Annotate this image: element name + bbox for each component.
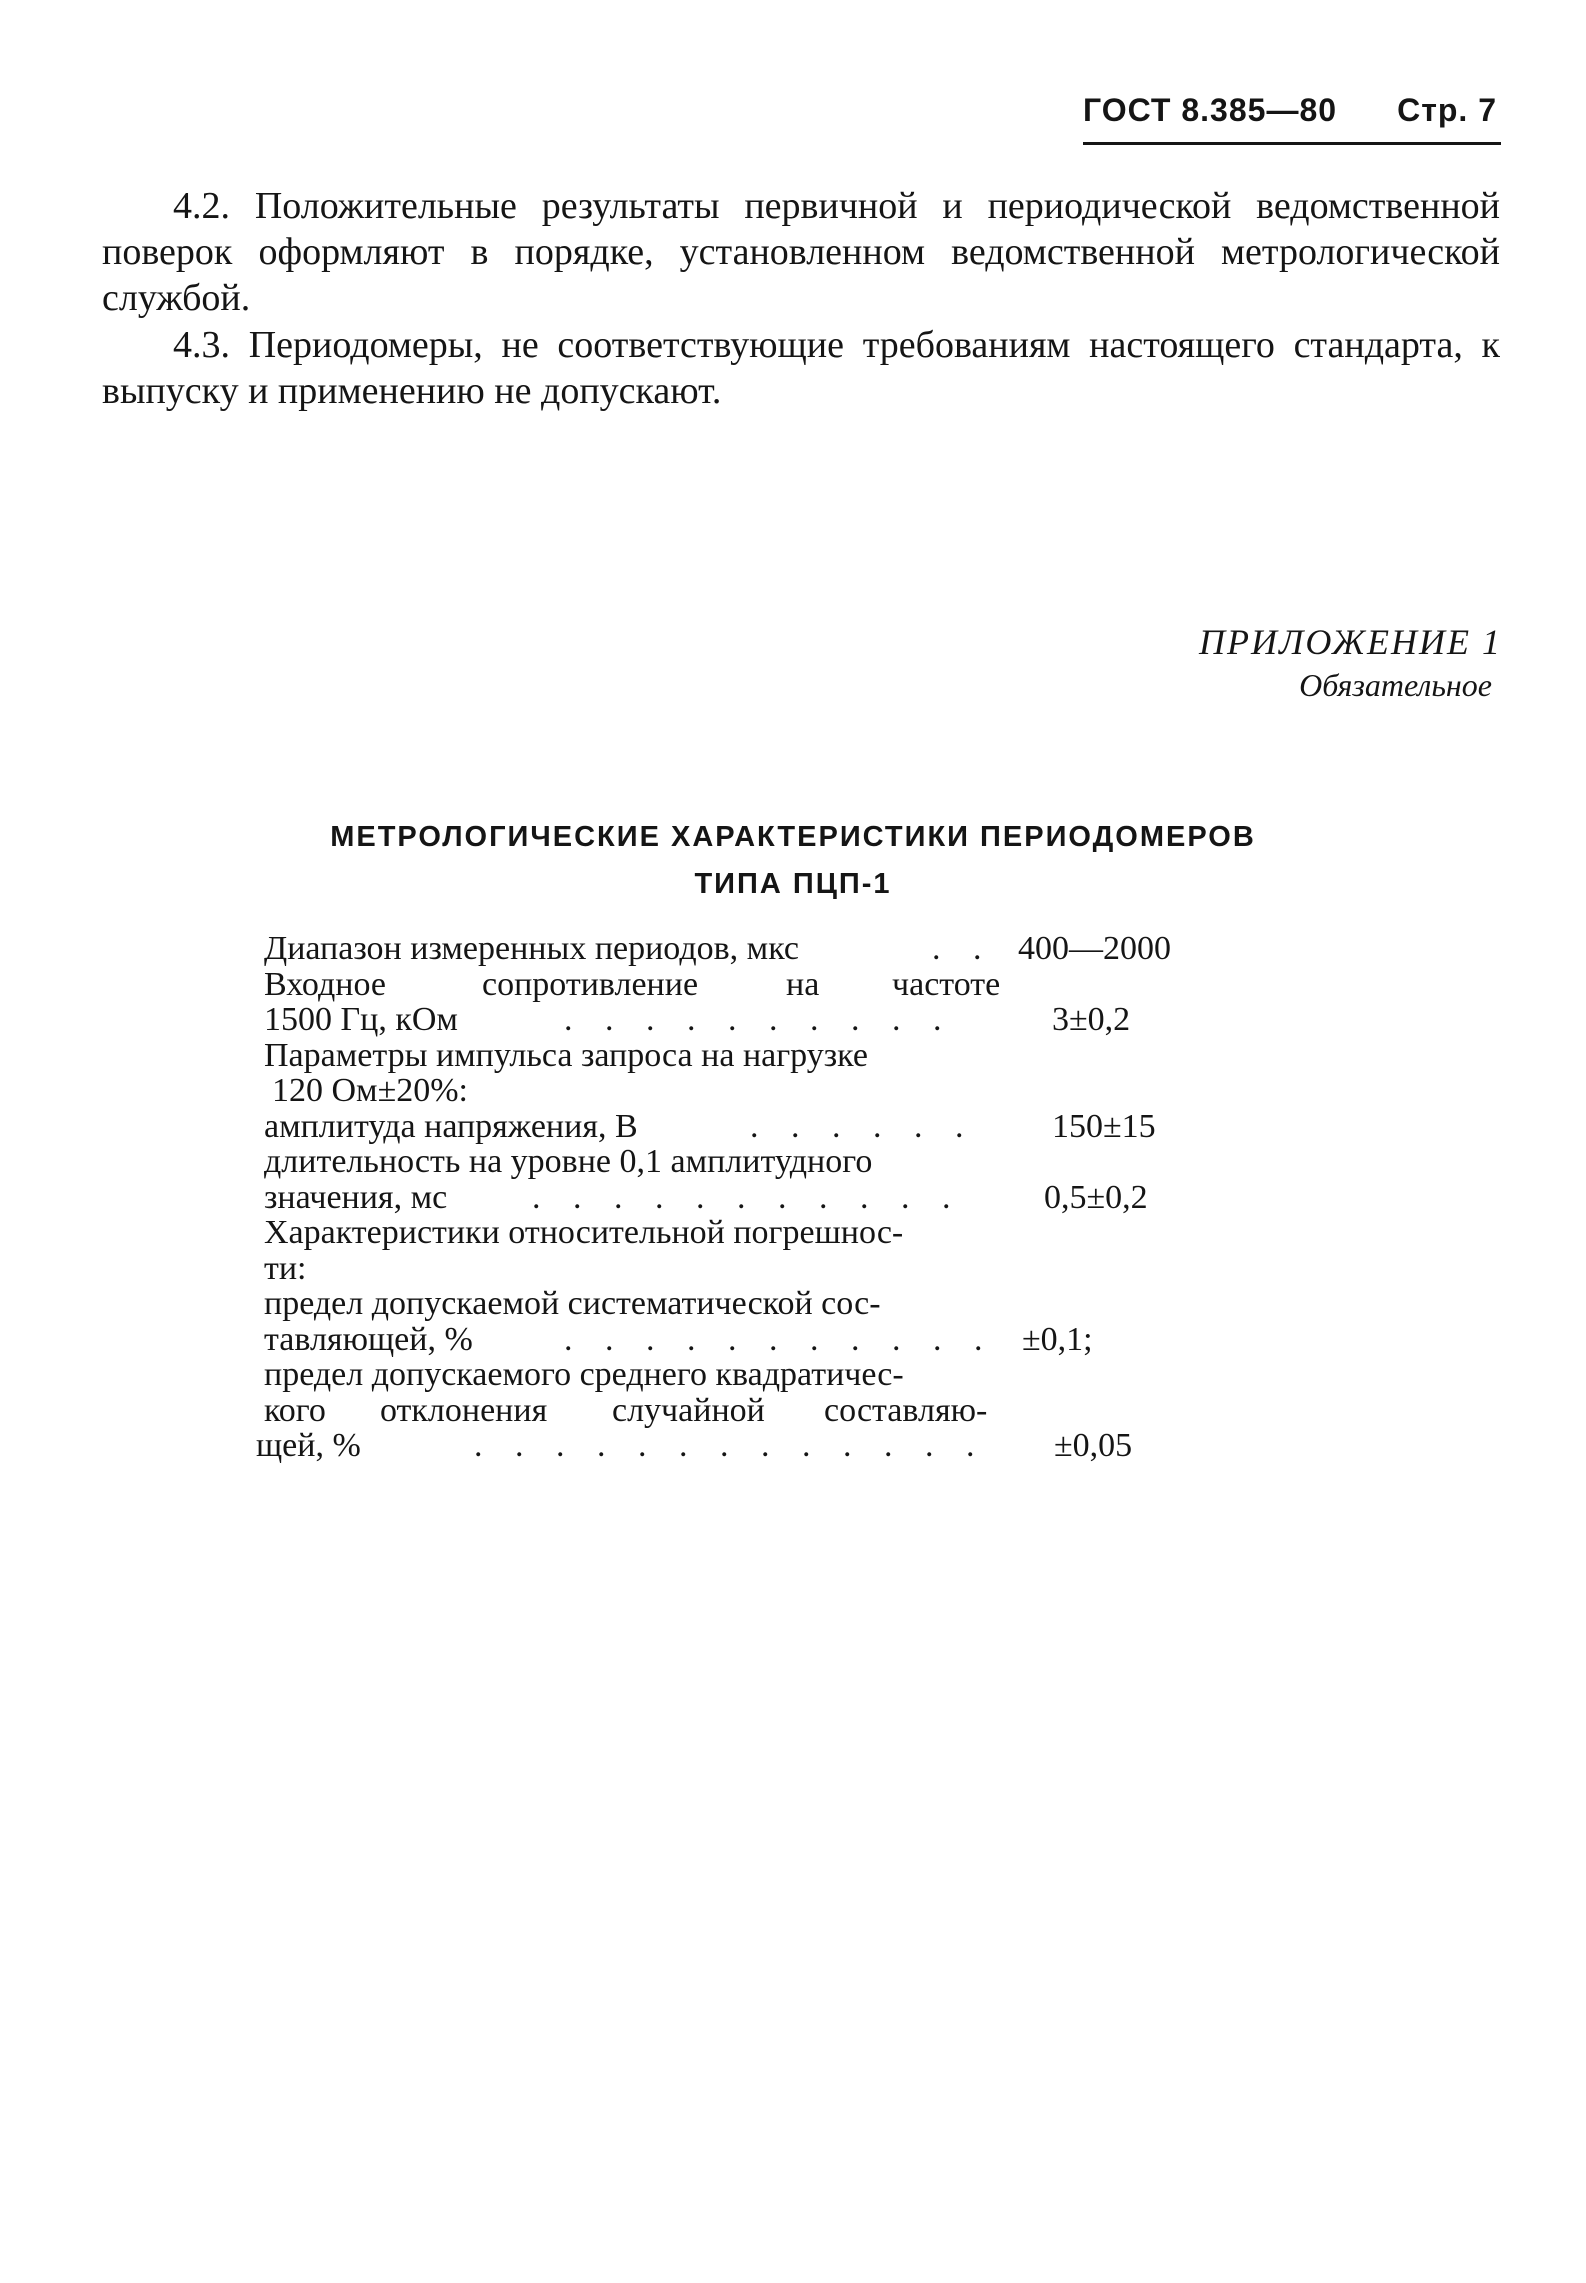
spec-label: амплитуда напряжения, В [264,1107,638,1145]
spec-row-duration-line-1 [264,1144,1264,1180]
spec-label: 120 Ом±20%: [272,1072,468,1109]
spec-label-word: случайной [612,1391,765,1429]
spec-row-range [264,931,1264,967]
spec-value: 3±0,2 [1052,1001,1131,1038]
spec-row-duration-line-2 [264,1180,1264,1216]
appendix-heading [1199,620,1502,706]
spec-value: 0,5±0,2 [1044,1178,1148,1216]
spec-list [256,930,1264,1464]
spec-label: ти: [264,1249,307,1287]
spec-row-random-line-1 [264,1357,1264,1393]
spec-label: тавляющей, % [264,1320,473,1358]
spec-label-word: отклонения [380,1391,548,1429]
standard-code: ГОСТ 8.385—80 [1083,92,1338,128]
spec-label-word: составляю- [824,1391,988,1429]
spec-row-random-line-2 [264,1393,1264,1429]
spec-label: 1500 Гц, кОм [264,1001,458,1038]
spec-label: Параметры импульса запроса на нагрузке [264,1036,868,1074]
spec-value: ±0,05 [1054,1427,1133,1464]
spec-value: 400—2000 [1018,930,1171,967]
spec-label-word: кого [264,1391,326,1429]
page-number: Стр. 7 [1397,92,1497,128]
spec-row-pulse-line-2 [264,1073,1264,1109]
spec-label: Характеристики относительной погрешнос- [264,1214,904,1251]
header-rule [1083,142,1501,145]
appendix-subtitle: Обязательное [1299,667,1492,703]
leader-dots: . . . . . . . . . . . . . [474,1427,987,1464]
spec-label-word: сопротивление [482,965,699,1003]
paragraph-4-3: 4.3. Периодомеры, не соответствующие требованиям настоящего стандарта, к выпуску и применению не допускают. [102,324,1500,412]
spec-value: 150±15 [1052,1107,1156,1145]
spec-label-word: частоте [892,965,1001,1003]
spec-value: ±0,1; [1022,1320,1093,1358]
spec-row-input-line-2 [264,1002,1264,1038]
spec-row-error-line-2 [264,1251,1264,1287]
leader-dots: . . . . . . . . . . . [532,1178,963,1216]
section-title-line-1: МЕТРОЛОГИЧЕСКИЕ ХАРАКТЕРИСТИКИ ПЕРИОДОМЕРОВ [330,821,1256,853]
appendix-title: ПРИЛОЖЕНИЕ 1 [1199,622,1502,662]
spec-label: предел допускаемого среднего квадратичес- [264,1356,904,1393]
page-header [1083,92,1501,150]
spec-label: предел допускаемой систематической сос- [264,1285,881,1322]
section-title-line-2: ТИПА ПЦП-1 [694,868,892,900]
spec-label-word: на [786,965,820,1003]
spec-row-pulse-line-1 [264,1038,1264,1074]
leader-dots: . . . . . . [750,1107,976,1145]
spec-label: значения, мс [264,1178,448,1216]
spec-label: щей, % [256,1427,361,1464]
spec-row-random-line-3 [256,1427,1264,1464]
spec-row-systematic-line-1 [264,1286,1264,1322]
spec-label-word: Входное [264,965,386,1003]
leader-dots: . . . . . . . . . . [564,1001,954,1038]
spec-row-systematic-line-2 [264,1322,1264,1358]
spec-row-amplitude [264,1109,1264,1145]
spec-row-error-line-1 [264,1215,1264,1251]
spec-label: Диапазон измеренных периодов, мкс [264,930,799,967]
leader-dots: . . [932,930,994,967]
spec-row-input-line-1 [264,967,1264,1003]
paragraph-4-2: 4.2. Положительные результаты первичной и периодической ведомственной поверок оформляют в порядке, установленном ведомственной метрологической службой. [102,185,1500,319]
spec-label: длительность на уровне 0,1 амплитудного [264,1143,873,1180]
leader-dots: . . . . . . . . . . . [564,1320,995,1358]
